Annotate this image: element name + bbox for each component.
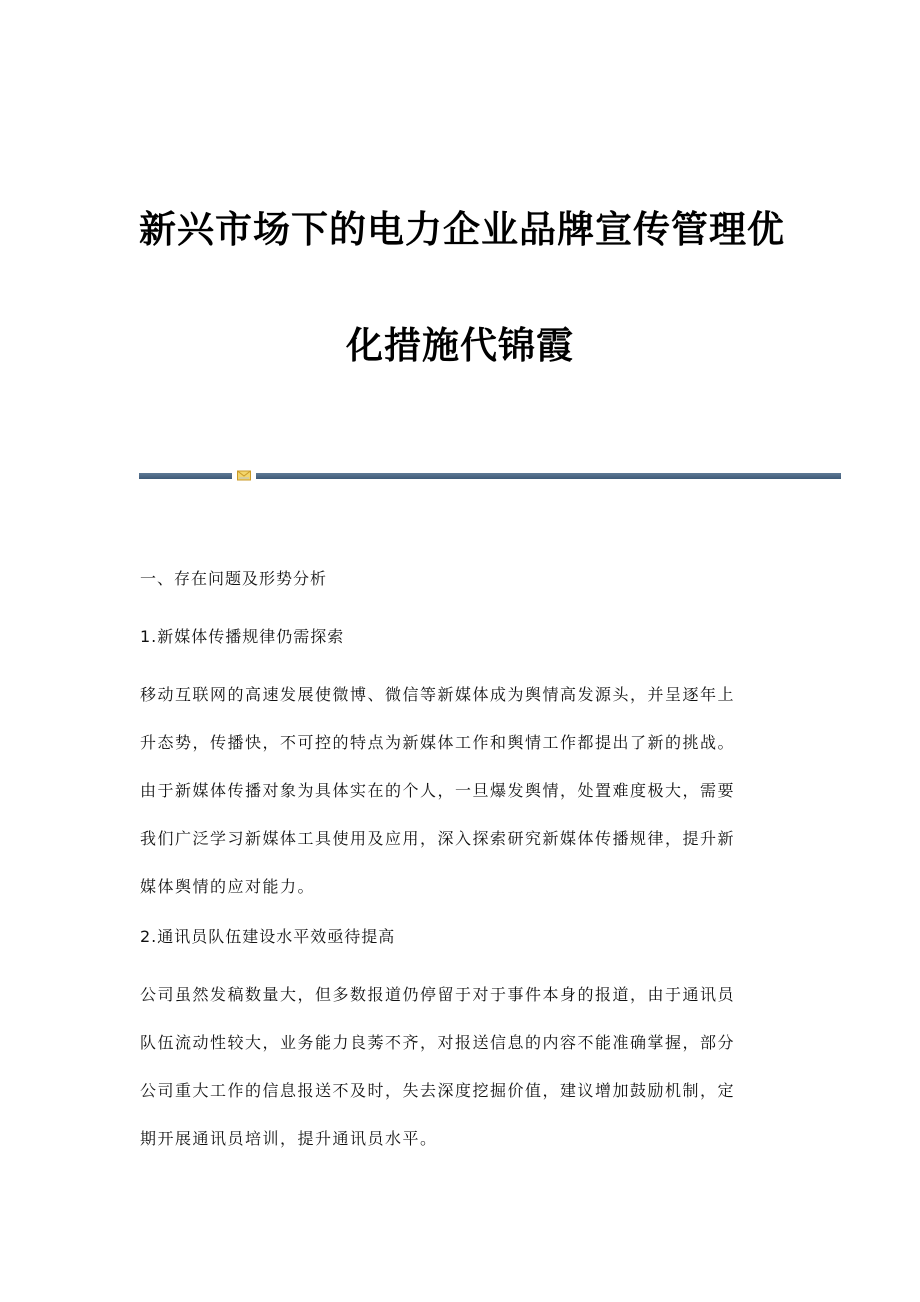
paragraph-line: 由于新媒体传播对象为具体实在的个人，一旦爆发舆情，处置难度极大，需要: [140, 781, 736, 800]
divider-bar-left: [139, 473, 232, 479]
divider-bar-right: [256, 473, 841, 479]
paragraph-1: [140, 680, 780, 902]
title-line-1: 新兴市场下的电力企业品牌宣传管理优: [139, 208, 785, 251]
title-line-2: 化措施代锦霞: [346, 324, 574, 367]
paragraph-line: 队伍流动性较大，业务能力良莠不齐，对报送信息的内容不能准确掌握，部分: [140, 1033, 736, 1052]
envelope-ornament-icon: [237, 470, 251, 481]
paragraph-line: 我们广泛学习新媒体工具使用及应用，深入探索研究新媒体传播规律，提升新: [140, 829, 736, 848]
paragraph-line: 公司重大工作的信息报送不及时，失去深度挖掘价值，建议增加鼓励机制，定: [140, 1081, 736, 1100]
title-divider: [139, 470, 841, 480]
subsection-heading-1: 1.新媒体传播规律仍需探索: [140, 627, 345, 646]
subsection-heading-2: 2.通讯员队伍建设水平效亟待提高: [140, 927, 396, 946]
document-body: [140, 566, 780, 1172]
paragraph-line: 媒体舆情的应对能力。: [140, 877, 316, 896]
paragraph-line: 升态势，传播快，不可控的特点为新媒体工作和舆情工作都提出了新的挑战。: [140, 733, 736, 752]
paragraph-2: [140, 980, 780, 1172]
paragraph-line: 期开展通讯员培训，提升通讯员水平。: [140, 1129, 438, 1148]
paragraph-line: 公司虽然发稿数量大，但多数报道仍停留于对于事件本身的报道，由于通讯员: [140, 985, 736, 1004]
document-title: [0, 210, 920, 366]
section-heading: 一、存在问题及形势分析: [140, 569, 328, 588]
paragraph-line: 移动互联网的高速发展使微博、微信等新媒体成为舆情高发源头，并呈逐年上: [140, 685, 736, 704]
